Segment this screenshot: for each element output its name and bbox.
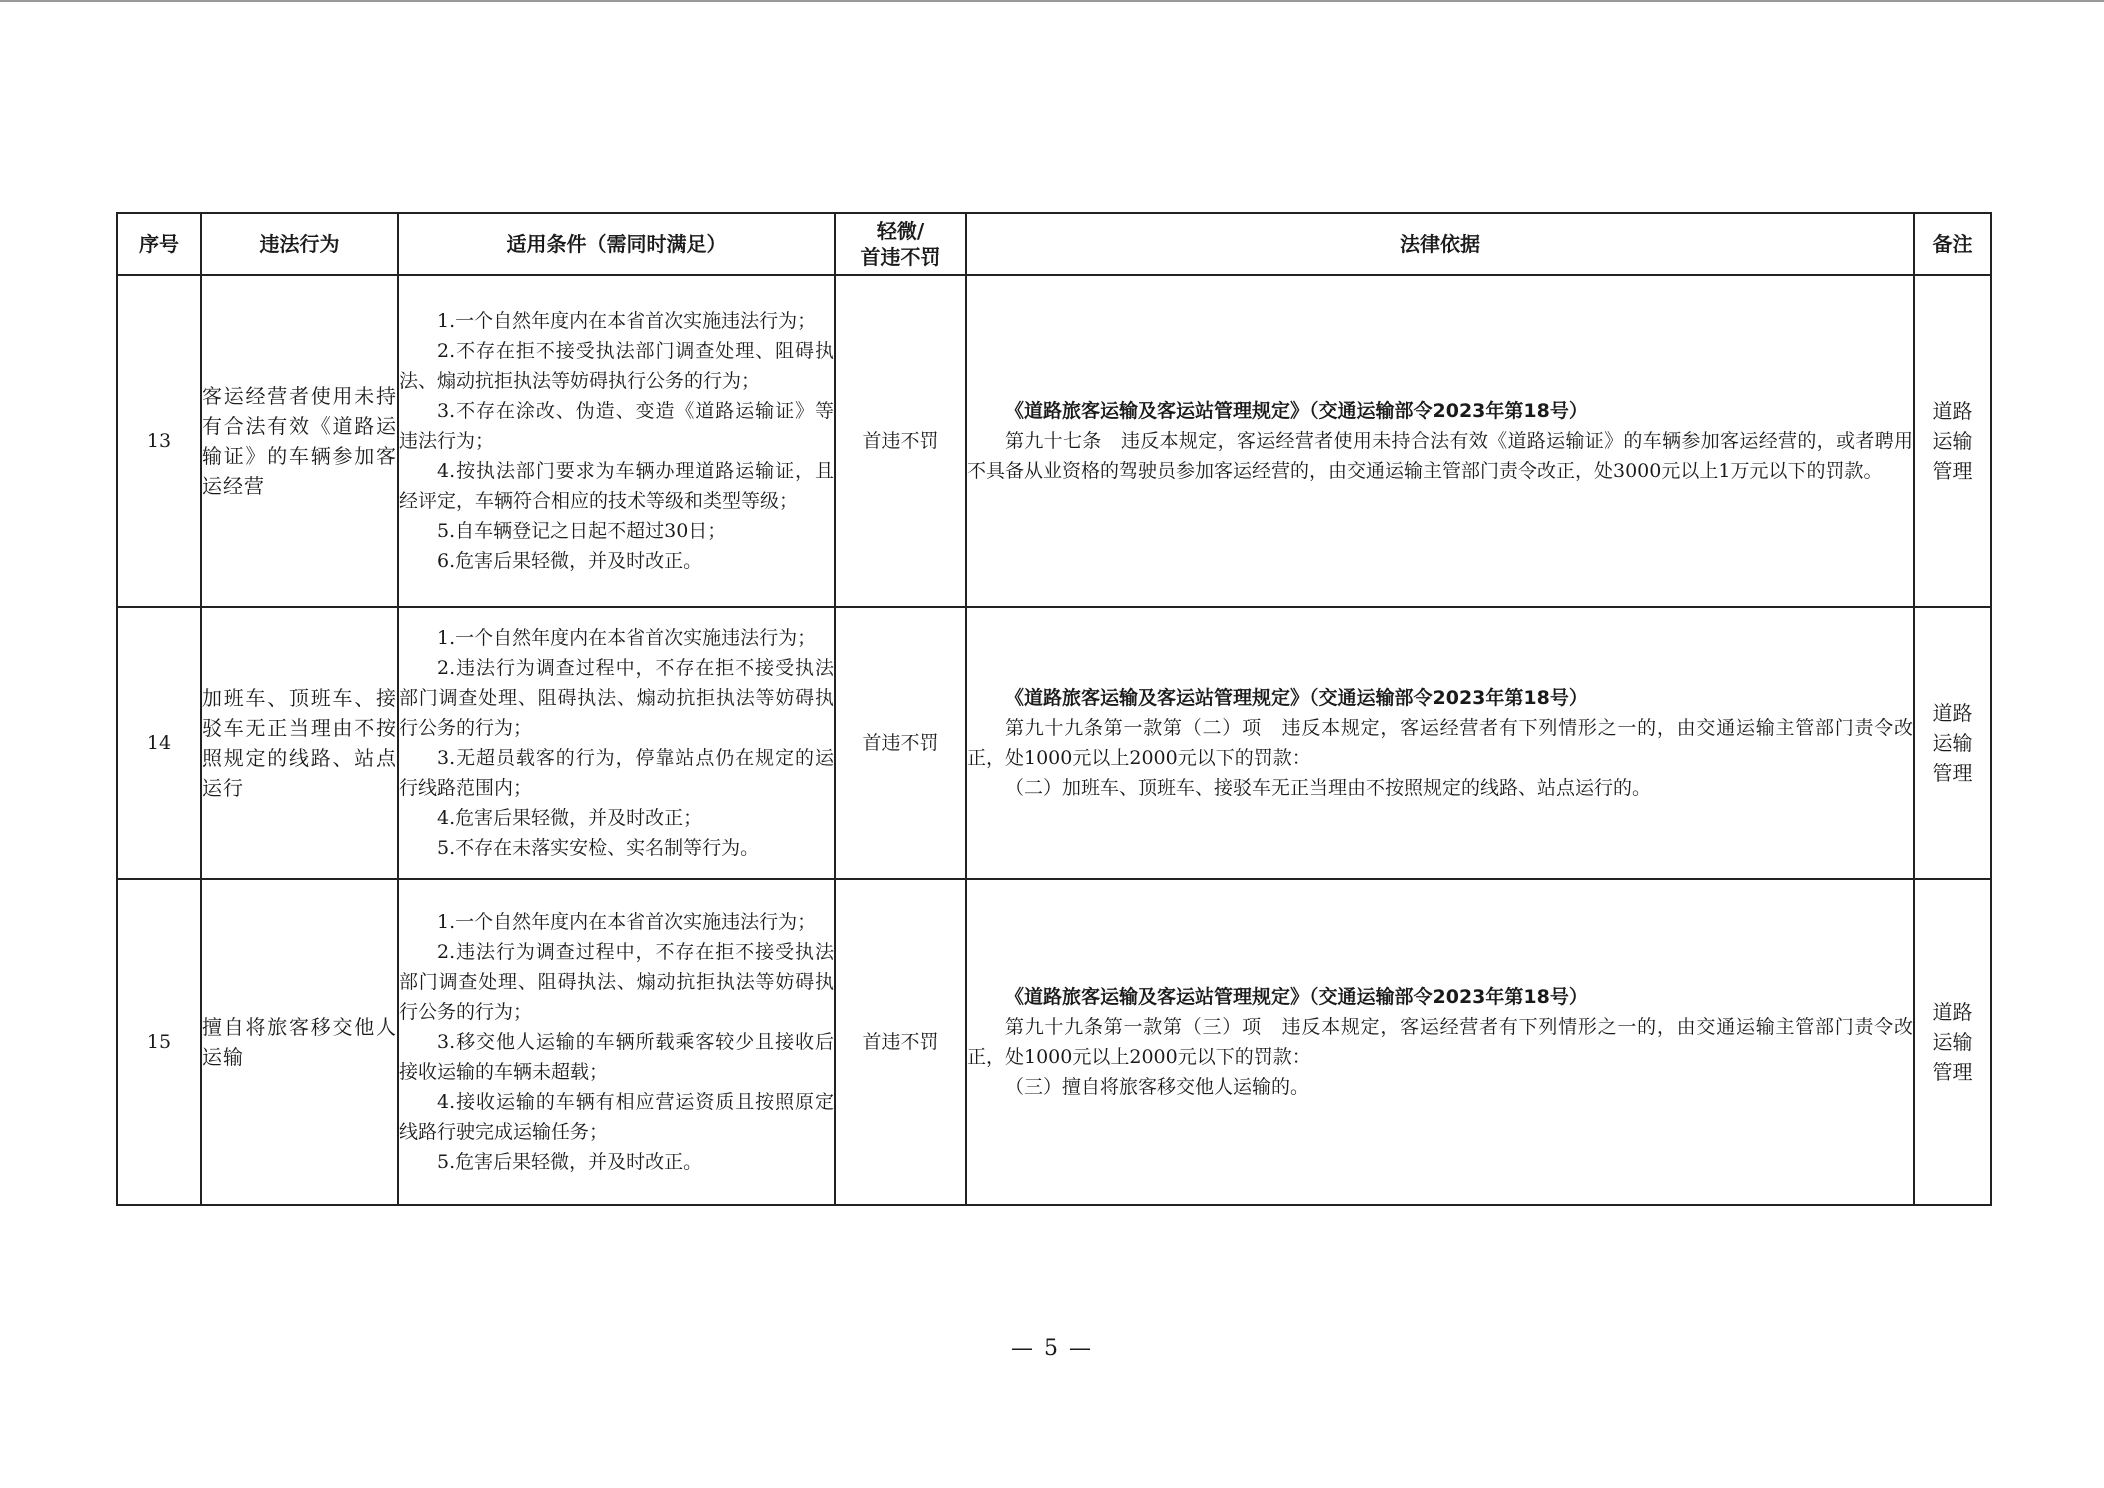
note-line: 道路 (1932, 701, 1973, 725)
row-behavior: 加班车、顶班车、接驳车无正当理由不按照规定的线路、站点运行 (201, 607, 398, 879)
note-line: 道路 (1932, 399, 1973, 423)
basis-title: 《道路旅客运输及客运站管理规定》（交通运输部令2023年第18号） (1005, 400, 1588, 422)
row-seq: 15 (117, 879, 201, 1205)
basis-line: 第九十九条第一款第（二）项 违反本规定，客运经营者有下列情形之一的，由交通运输主管部门责令改正，处1000元以上2000元以下的罚款： (967, 717, 1913, 769)
note-line: 运输 (1932, 1030, 1973, 1054)
condition-item: 2.违法行为调查过程中，不存在拒不接受执法部门调查处理、阻碍执法、煽动抗拒执法等妨碍执行公务的行为； (399, 657, 834, 739)
row-seq: 14 (117, 607, 201, 879)
row-conditions (398, 879, 835, 1205)
row-seq: 13 (117, 275, 201, 607)
basis-line: 第九十七条 违反本规定，客运经营者使用未持合法有效《道路运输证》的车辆参加客运经营的，或者聘用不具备从业资格的驾驶员参加客运经营的，由交通运输主管部门责令改正，处3000元以上1万元以下的罚款。 (967, 430, 1913, 482)
condition-item: 4.接收运输的车辆有相应营运资质且按照原定线路行驶完成运输任务； (399, 1091, 834, 1143)
page-top-rule (0, 0, 2104, 2)
row-note (1914, 275, 1991, 607)
table-row (117, 275, 1991, 607)
row-basis (966, 607, 1914, 879)
header-conditions: 适用条件（需同时满足） (398, 213, 835, 275)
note-line: 管理 (1932, 1060, 1973, 1084)
basis-line: （二）加班车、顶班车、接驳车无正当理由不按照规定的线路、站点运行的。 (1005, 777, 1652, 799)
condition-item: 2.不存在拒不接受执法部门调查处理、阻碍执法、煽动抗拒执法等妨碍执行公务的行为； (399, 340, 834, 392)
basis-title: 《道路旅客运输及客运站管理规定》（交通运输部令2023年第18号） (1005, 687, 1588, 709)
basis-title: 《道路旅客运输及客运站管理规定》（交通运输部令2023年第18号） (1005, 986, 1588, 1008)
page-number: — 5 — (1011, 1336, 1093, 1361)
row-penalty: 首违不罚 (835, 879, 966, 1205)
row-basis (966, 879, 1914, 1205)
condition-item: 1.一个自然年度内在本省首次实施违法行为； (437, 310, 817, 332)
header-note: 备注 (1914, 213, 1991, 275)
condition-item: 3.不存在涂改、伪造、变造《道路运输证》等违法行为； (399, 400, 834, 452)
row-basis (966, 275, 1914, 607)
condition-item: 5.不存在未落实安检、实名制等行为。 (437, 837, 760, 859)
condition-item: 4.危害后果轻微，并及时改正； (437, 807, 703, 829)
condition-item: 1.一个自然年度内在本省首次实施违法行为； (437, 627, 817, 649)
table-row (117, 607, 1991, 879)
row-penalty: 首违不罚 (835, 607, 966, 879)
header-penalty-line2: 首违不罚 (860, 245, 941, 269)
row-note (1914, 879, 1991, 1205)
note-line: 管理 (1932, 761, 1973, 785)
condition-item: 1.一个自然年度内在本省首次实施违法行为； (437, 911, 817, 933)
note-line: 管理 (1932, 459, 1973, 483)
condition-item: 6.危害后果轻微，并及时改正。 (437, 550, 703, 572)
basis-line: 第九十九条第一款第（三）项 违反本规定，客运经营者有下列情形之一的，由交通运输主管部门责令改正，处1000元以上2000元以下的罚款： (967, 1016, 1913, 1068)
condition-item: 5.自车辆登记之日起不超过30日； (437, 520, 727, 542)
table-row (117, 879, 1991, 1205)
basis-line: （三）擅自将旅客移交他人运输的。 (1005, 1076, 1310, 1098)
condition-item: 3.移交他人运输的车辆所载乘客较少且接收后接收运输的车辆未超载； (399, 1031, 834, 1083)
note-line: 道路 (1932, 1000, 1973, 1024)
penalty-table (116, 212, 1992, 1206)
row-conditions (398, 607, 835, 879)
header-basis: 法律依据 (966, 213, 1914, 275)
row-conditions (398, 275, 835, 607)
row-behavior: 客运经营者使用未持有合法有效《道路运输证》的车辆参加客运经营 (201, 275, 398, 607)
header-penalty (835, 213, 966, 275)
condition-item: 5.危害后果轻微，并及时改正。 (437, 1151, 703, 1173)
condition-item: 2.违法行为调查过程中，不存在拒不接受执法部门调查处理、阻碍执法、煽动抗拒执法等妨碍执行公务的行为； (399, 941, 834, 1023)
header-seq: 序号 (117, 213, 201, 275)
condition-item: 3.无超员载客的行为，停靠站点仍在规定的运行线路范围内； (399, 747, 834, 799)
row-behavior: 擅自将旅客移交他人运输 (201, 879, 398, 1205)
row-penalty: 首违不罚 (835, 275, 966, 607)
note-line: 运输 (1932, 731, 1973, 755)
table-header-row (117, 213, 1991, 275)
condition-item: 4.按执法部门要求为车辆办理道路运输证，且经评定，车辆符合相应的技术等级和类型等级； (399, 460, 834, 512)
row-note (1914, 607, 1991, 879)
header-penalty-line1: 轻微/ (876, 219, 925, 243)
note-line: 运输 (1932, 429, 1973, 453)
header-behavior: 违法行为 (201, 213, 398, 275)
